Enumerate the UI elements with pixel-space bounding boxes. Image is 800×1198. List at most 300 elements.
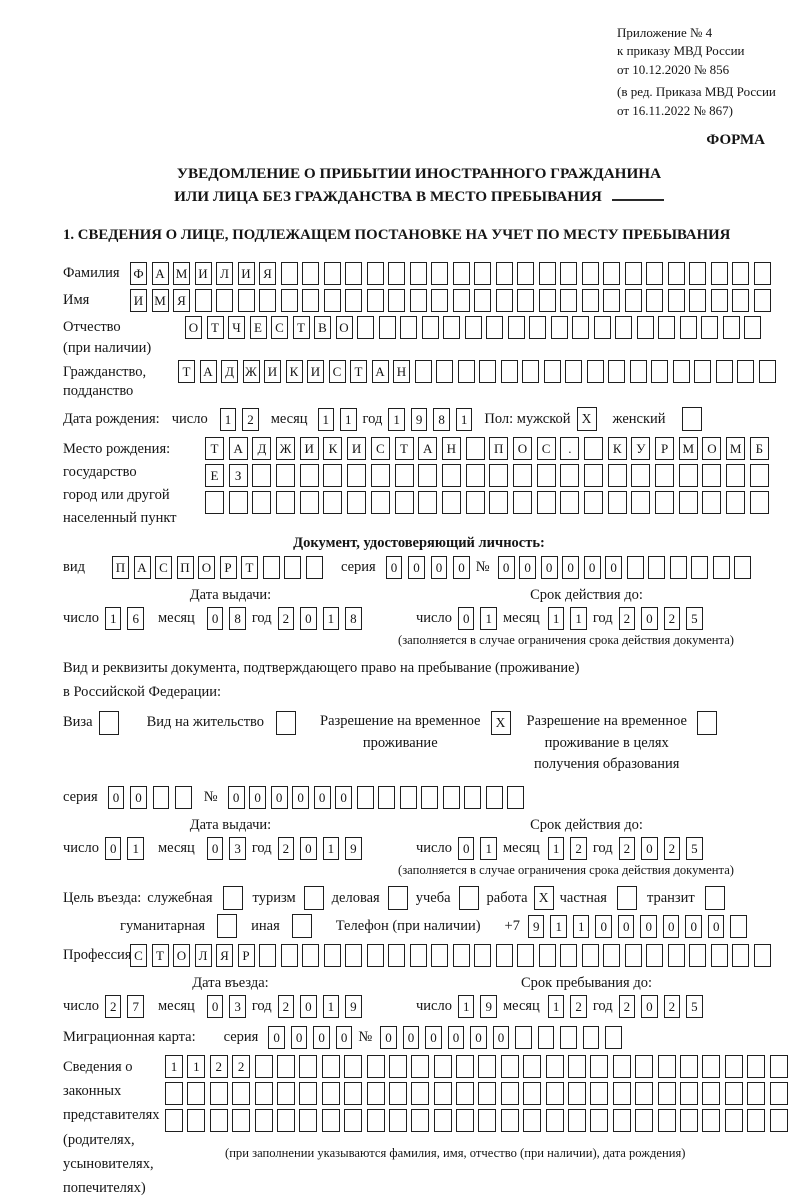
purpose-private-checkbox[interactable] [617, 886, 637, 910]
char-box[interactable] [747, 1082, 765, 1105]
purpose-study-checkbox[interactable] [459, 886, 479, 910]
char-box[interactable] [508, 316, 525, 339]
char-box[interactable] [367, 262, 384, 285]
char-box[interactable]: С [130, 944, 147, 967]
char-box[interactable] [345, 944, 362, 967]
char-box[interactable] [582, 262, 599, 285]
entry-year-boxes[interactable] [278, 995, 368, 1018]
birth-year-boxes[interactable] [388, 408, 478, 431]
char-box[interactable]: А [229, 437, 248, 460]
char-box[interactable]: К [323, 437, 342, 460]
char-box[interactable]: 2 [664, 995, 681, 1018]
surname-boxes[interactable] [130, 262, 775, 285]
char-box[interactable]: Ф [130, 262, 147, 285]
char-box[interactable] [702, 1109, 720, 1132]
char-box[interactable] [232, 1109, 250, 1132]
char-box[interactable]: Т [205, 437, 224, 460]
stay-year-boxes[interactable] [619, 995, 709, 1018]
issue-day-boxes[interactable] [105, 607, 150, 630]
char-box[interactable] [489, 491, 508, 514]
char-box[interactable]: А [134, 556, 151, 579]
char-box[interactable] [551, 316, 568, 339]
char-box[interactable]: Р [655, 437, 674, 460]
char-box[interactable] [453, 289, 470, 312]
char-box[interactable] [627, 556, 644, 579]
char-box[interactable]: О [513, 437, 532, 460]
birth-place-row1-boxes[interactable] [205, 437, 774, 460]
char-box[interactable] [582, 289, 599, 312]
char-box[interactable]: 2 [242, 408, 259, 431]
char-box[interactable] [389, 1082, 407, 1105]
char-box[interactable] [770, 1082, 788, 1105]
residence-permit-checkbox[interactable] [276, 711, 296, 735]
char-box[interactable] [324, 262, 341, 285]
char-box[interactable] [582, 944, 599, 967]
char-box[interactable] [770, 1109, 788, 1132]
char-box[interactable]: 0 [584, 556, 601, 579]
char-box[interactable] [299, 1055, 317, 1078]
char-box[interactable]: 9 [345, 995, 362, 1018]
representatives-row2-boxes[interactable] [165, 1082, 792, 1105]
char-box[interactable] [421, 786, 438, 809]
sex-female-checkbox[interactable] [682, 407, 702, 431]
char-box[interactable]: С [271, 316, 288, 339]
char-box[interactable] [655, 491, 674, 514]
char-box[interactable] [496, 289, 513, 312]
char-box[interactable] [255, 1082, 273, 1105]
char-box[interactable] [434, 1082, 452, 1105]
expiry-year-boxes[interactable] [619, 607, 709, 630]
char-box[interactable]: 1 [323, 837, 340, 860]
char-box[interactable]: 1 [323, 607, 340, 630]
char-box[interactable] [668, 289, 685, 312]
char-box[interactable]: С [537, 437, 556, 460]
char-box[interactable] [658, 316, 675, 339]
char-box[interactable] [625, 289, 642, 312]
char-box[interactable]: 0 [336, 1026, 353, 1049]
char-box[interactable] [415, 360, 432, 383]
char-box[interactable]: 0 [498, 556, 515, 579]
residence-issue-day-boxes[interactable] [105, 837, 150, 860]
char-box[interactable] [544, 360, 561, 383]
char-box[interactable]: 0 [663, 915, 680, 938]
char-box[interactable] [608, 360, 625, 383]
purpose-business-checkbox[interactable] [388, 886, 408, 910]
char-box[interactable] [367, 1082, 385, 1105]
residence-expiry-day-boxes[interactable] [458, 837, 503, 860]
char-box[interactable]: 5 [686, 607, 703, 630]
char-box[interactable] [517, 262, 534, 285]
char-box[interactable] [625, 262, 642, 285]
char-box[interactable] [546, 1055, 564, 1078]
char-box[interactable] [389, 1109, 407, 1132]
char-box[interactable] [229, 491, 248, 514]
char-box[interactable] [400, 316, 417, 339]
char-box[interactable] [605, 1026, 622, 1049]
char-box[interactable] [456, 1055, 474, 1078]
char-box[interactable] [255, 1109, 273, 1132]
char-box[interactable]: 0 [562, 556, 579, 579]
char-box[interactable]: 0 [605, 556, 622, 579]
char-box[interactable] [651, 360, 668, 383]
char-box[interactable] [713, 556, 730, 579]
char-box[interactable]: 0 [380, 1026, 397, 1049]
char-box[interactable]: 1 [480, 607, 497, 630]
char-box[interactable] [658, 1055, 676, 1078]
char-box[interactable]: О [198, 556, 215, 579]
char-box[interactable] [750, 464, 769, 487]
char-box[interactable] [411, 1055, 429, 1078]
char-box[interactable]: 0 [448, 1026, 465, 1049]
char-box[interactable] [458, 360, 475, 383]
char-box[interactable]: Т [350, 360, 367, 383]
char-box[interactable] [501, 1109, 519, 1132]
char-box[interactable] [501, 1082, 519, 1105]
char-box[interactable] [347, 464, 366, 487]
char-box[interactable]: Е [205, 464, 224, 487]
char-box[interactable] [726, 491, 745, 514]
char-box[interactable] [679, 464, 698, 487]
residence-series-boxes[interactable] [108, 786, 198, 809]
char-box[interactable]: З [229, 464, 248, 487]
char-box[interactable]: 0 [228, 786, 245, 809]
char-box[interactable] [434, 1055, 452, 1078]
char-box[interactable] [689, 944, 706, 967]
char-box[interactable]: П [177, 556, 194, 579]
char-box[interactable]: 0 [408, 556, 425, 579]
char-box[interactable]: А [372, 360, 389, 383]
temp-permit-checkbox[interactable]: X [491, 711, 511, 735]
representatives-row3-boxes[interactable] [165, 1109, 792, 1132]
char-box[interactable] [590, 1055, 608, 1078]
char-box[interactable]: 0 [641, 995, 658, 1018]
char-box[interactable] [725, 1055, 743, 1078]
birth-place-row3-boxes[interactable] [205, 491, 774, 514]
char-box[interactable]: 2 [210, 1055, 228, 1078]
char-box[interactable] [367, 1109, 385, 1132]
char-box[interactable]: 8 [433, 408, 450, 431]
char-box[interactable] [613, 1055, 631, 1078]
char-box[interactable]: 0 [271, 786, 288, 809]
char-box[interactable] [378, 786, 395, 809]
char-box[interactable]: Т [293, 316, 310, 339]
char-box[interactable] [344, 1082, 362, 1105]
char-box[interactable]: 0 [618, 915, 635, 938]
char-box[interactable] [388, 944, 405, 967]
char-box[interactable] [252, 491, 271, 514]
char-box[interactable] [478, 1109, 496, 1132]
char-box[interactable] [711, 289, 728, 312]
char-box[interactable] [560, 491, 579, 514]
char-box[interactable] [587, 360, 604, 383]
char-box[interactable] [187, 1082, 205, 1105]
purpose-work-checkbox[interactable]: X [534, 886, 554, 910]
char-box[interactable]: Р [220, 556, 237, 579]
char-box[interactable] [238, 289, 255, 312]
char-box[interactable] [357, 786, 374, 809]
char-box[interactable]: М [152, 289, 169, 312]
purpose-other-checkbox[interactable] [292, 914, 312, 938]
char-box[interactable] [281, 262, 298, 285]
doc-series-boxes[interactable] [386, 556, 476, 579]
stay-month-boxes[interactable] [548, 995, 593, 1018]
char-box[interactable] [723, 316, 740, 339]
char-box[interactable]: 2 [619, 607, 636, 630]
char-box[interactable] [410, 289, 427, 312]
char-box[interactable] [232, 1082, 250, 1105]
char-box[interactable] [711, 262, 728, 285]
char-box[interactable]: 2 [105, 995, 122, 1018]
char-box[interactable]: О [702, 437, 721, 460]
char-box[interactable]: 0 [300, 837, 317, 860]
char-box[interactable]: 1 [127, 837, 144, 860]
char-box[interactable] [537, 491, 556, 514]
char-box[interactable]: М [726, 437, 745, 460]
char-box[interactable] [747, 1109, 765, 1132]
char-box[interactable]: 0 [595, 915, 612, 938]
char-box[interactable] [560, 464, 579, 487]
char-box[interactable] [367, 1055, 385, 1078]
char-box[interactable] [501, 360, 518, 383]
char-box[interactable]: И [195, 262, 212, 285]
char-box[interactable] [770, 1055, 788, 1078]
char-box[interactable] [523, 1055, 541, 1078]
char-box[interactable] [324, 289, 341, 312]
char-box[interactable]: Т [395, 437, 414, 460]
char-box[interactable] [584, 437, 603, 460]
char-box[interactable] [726, 464, 745, 487]
char-box[interactable] [754, 262, 771, 285]
char-box[interactable]: 0 [130, 786, 147, 809]
char-box[interactable]: 0 [640, 915, 657, 938]
char-box[interactable] [259, 289, 276, 312]
char-box[interactable] [635, 1055, 653, 1078]
char-box[interactable] [658, 1082, 676, 1105]
char-box[interactable]: Д [252, 437, 271, 460]
char-box[interactable] [367, 289, 384, 312]
char-box[interactable] [646, 944, 663, 967]
char-box[interactable]: 1 [548, 995, 565, 1018]
char-box[interactable] [479, 360, 496, 383]
char-box[interactable] [702, 464, 721, 487]
char-box[interactable] [670, 556, 687, 579]
char-box[interactable] [302, 262, 319, 285]
birth-month-boxes[interactable] [318, 408, 363, 431]
char-box[interactable]: 9 [480, 995, 497, 1018]
char-box[interactable]: 2 [664, 837, 681, 860]
char-box[interactable]: С [371, 437, 390, 460]
char-box[interactable] [371, 491, 390, 514]
char-box[interactable]: С [329, 360, 346, 383]
char-box[interactable] [744, 316, 761, 339]
char-box[interactable] [747, 1055, 765, 1078]
char-box[interactable]: О [336, 316, 353, 339]
char-box[interactable]: В [314, 316, 331, 339]
char-box[interactable] [418, 464, 437, 487]
edu-permit-checkbox[interactable] [697, 711, 717, 735]
char-box[interactable] [655, 464, 674, 487]
visa-checkbox[interactable] [99, 711, 119, 735]
char-box[interactable]: 0 [541, 556, 558, 579]
char-box[interactable] [299, 1082, 317, 1105]
char-box[interactable]: Л [216, 262, 233, 285]
char-box[interactable] [691, 556, 708, 579]
char-box[interactable]: 0 [207, 995, 224, 1018]
char-box[interactable] [734, 556, 751, 579]
char-box[interactable] [466, 491, 485, 514]
char-box[interactable]: 2 [664, 607, 681, 630]
char-box[interactable] [725, 1082, 743, 1105]
char-box[interactable]: 0 [453, 556, 470, 579]
char-box[interactable] [323, 464, 342, 487]
char-box[interactable] [648, 556, 665, 579]
char-box[interactable]: 0 [291, 1026, 308, 1049]
char-box[interactable] [388, 289, 405, 312]
char-box[interactable]: 2 [232, 1055, 250, 1078]
char-box[interactable] [635, 1082, 653, 1105]
char-box[interactable] [465, 316, 482, 339]
char-box[interactable] [538, 1026, 555, 1049]
char-box[interactable] [754, 289, 771, 312]
char-box[interactable] [513, 491, 532, 514]
char-box[interactable]: 0 [641, 837, 658, 860]
char-box[interactable] [400, 786, 417, 809]
char-box[interactable] [584, 491, 603, 514]
char-box[interactable] [442, 491, 461, 514]
char-box[interactable]: Н [393, 360, 410, 383]
char-box[interactable] [466, 437, 485, 460]
char-box[interactable]: 0 [300, 995, 317, 1018]
char-box[interactable] [281, 289, 298, 312]
char-box[interactable] [422, 316, 439, 339]
char-box[interactable] [515, 1026, 532, 1049]
expiry-month-boxes[interactable] [548, 607, 593, 630]
char-box[interactable]: 1 [458, 995, 475, 1018]
char-box[interactable]: 0 [425, 1026, 442, 1049]
char-box[interactable]: Е [250, 316, 267, 339]
char-box[interactable] [689, 289, 706, 312]
residence-issue-year-boxes[interactable] [278, 837, 368, 860]
char-box[interactable] [263, 556, 280, 579]
residence-issue-month-boxes[interactable] [207, 837, 252, 860]
char-box[interactable]: И [307, 360, 324, 383]
char-box[interactable] [478, 1082, 496, 1105]
char-box[interactable] [732, 289, 749, 312]
residence-expiry-year-boxes[interactable] [619, 837, 709, 860]
char-box[interactable]: О [173, 944, 190, 967]
char-box[interactable] [395, 464, 414, 487]
char-box[interactable]: 0 [108, 786, 125, 809]
issue-year-boxes[interactable] [278, 607, 368, 630]
char-box[interactable] [701, 316, 718, 339]
char-box[interactable] [464, 786, 481, 809]
sex-male-checkbox[interactable]: X [577, 407, 597, 431]
char-box[interactable] [537, 464, 556, 487]
char-box[interactable] [324, 944, 341, 967]
char-box[interactable] [431, 262, 448, 285]
char-box[interactable] [522, 360, 539, 383]
char-box[interactable] [434, 1109, 452, 1132]
char-box[interactable]: 1 [105, 607, 122, 630]
char-box[interactable]: У [631, 437, 650, 460]
representatives-row1-boxes[interactable] [165, 1055, 792, 1078]
char-box[interactable] [411, 1109, 429, 1132]
char-box[interactable]: 1 [480, 837, 497, 860]
char-box[interactable]: 0 [313, 1026, 330, 1049]
char-box[interactable] [680, 316, 697, 339]
char-box[interactable] [716, 360, 733, 383]
char-box[interactable] [277, 1055, 295, 1078]
char-box[interactable] [431, 289, 448, 312]
birth-day-boxes[interactable] [220, 408, 265, 431]
char-box[interactable]: 1 [318, 408, 335, 431]
char-box[interactable] [474, 289, 491, 312]
char-box[interactable]: 9 [345, 837, 362, 860]
char-box[interactable] [489, 464, 508, 487]
char-box[interactable] [322, 1109, 340, 1132]
char-box[interactable]: 0 [458, 607, 475, 630]
char-box[interactable]: Ч [228, 316, 245, 339]
char-box[interactable]: 5 [686, 995, 703, 1018]
char-box[interactable] [679, 491, 698, 514]
char-box[interactable] [395, 491, 414, 514]
patronymic-boxes[interactable] [185, 316, 766, 339]
char-box[interactable]: 1 [340, 408, 357, 431]
residence-number-boxes[interactable] [228, 786, 529, 809]
char-box[interactable]: 1 [570, 607, 587, 630]
char-box[interactable] [711, 944, 728, 967]
char-box[interactable] [539, 944, 556, 967]
char-box[interactable]: 2 [278, 607, 295, 630]
char-box[interactable] [539, 289, 556, 312]
char-box[interactable] [277, 1082, 295, 1105]
char-box[interactable]: 0 [458, 837, 475, 860]
char-box[interactable]: 0 [685, 915, 702, 938]
doc-kind-boxes[interactable] [112, 556, 327, 579]
char-box[interactable] [496, 262, 513, 285]
char-box[interactable]: 2 [619, 995, 636, 1018]
char-box[interactable] [302, 944, 319, 967]
char-box[interactable] [486, 316, 503, 339]
char-box[interactable]: 0 [519, 556, 536, 579]
char-box[interactable]: 0 [207, 607, 224, 630]
char-box[interactable] [410, 944, 427, 967]
char-box[interactable]: П [112, 556, 129, 579]
char-box[interactable]: 6 [127, 607, 144, 630]
char-box[interactable] [284, 556, 301, 579]
mc-series-boxes[interactable] [268, 1026, 358, 1049]
char-box[interactable] [300, 491, 319, 514]
char-box[interactable] [153, 786, 170, 809]
char-box[interactable] [322, 1055, 340, 1078]
phone-boxes[interactable] [528, 915, 753, 938]
char-box[interactable] [195, 289, 212, 312]
char-box[interactable] [165, 1109, 183, 1132]
char-box[interactable]: Я [173, 289, 190, 312]
char-box[interactable] [410, 262, 427, 285]
char-box[interactable]: 0 [431, 556, 448, 579]
char-box[interactable] [517, 289, 534, 312]
char-box[interactable] [608, 491, 627, 514]
char-box[interactable] [603, 944, 620, 967]
char-box[interactable] [630, 360, 647, 383]
char-box[interactable]: Т [207, 316, 224, 339]
char-box[interactable] [486, 786, 503, 809]
char-box[interactable]: Л [195, 944, 212, 967]
char-box[interactable]: 0 [403, 1026, 420, 1049]
char-box[interactable] [668, 262, 685, 285]
char-box[interactable]: 3 [229, 995, 246, 1018]
